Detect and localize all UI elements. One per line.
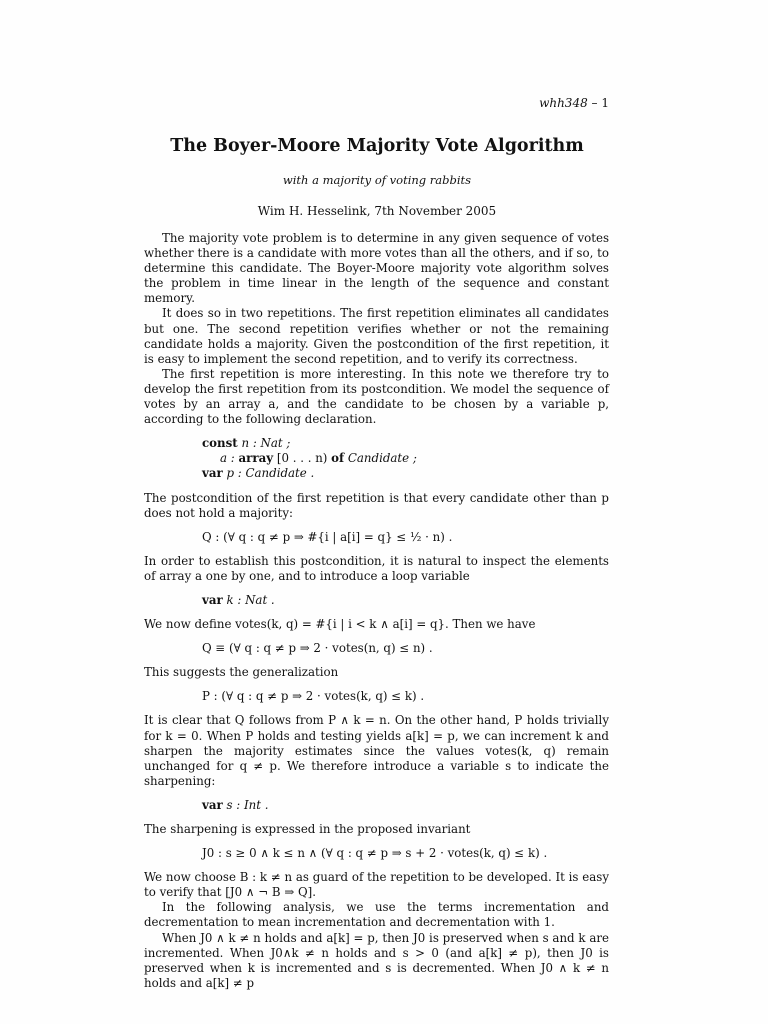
paragraph: The first repetition is more interesting. In this note we therefore try to develop the first repetition from its postcondition. We model the sequence of votes by an array a, and the candidate to be chosen by a variable p, according to the following declaration. [144, 366, 609, 427]
paragraph: The sharpening is expressed in the proposed invariant [144, 822, 471, 836]
paragraph: It is clear that Q follows from P ∧ k = n. On the other hand, P holds trivially for k = 0. When P holds and testing yields a[k] = p, we can increment k and sharpen the majority estimates since the values votes(k, q) remain unchanged for q ≠ p. We therefore introduce a variable s to indicate the sharpening: [144, 713, 609, 788]
declaration-line: var p : Candidate . [202, 466, 315, 481]
paragraph: This suggests the generalization [144, 665, 339, 680]
paper-title: The Boyer-Moore Majority Vote Algorithm [170, 136, 584, 156]
paragraph: The majority vote problem is to determine in any given sequence of votes whether there is a candidate with more votes than all the others, and if so, to determine this candidate. The Boyer-Moore majority vote algorithm solves the problem in time linear in the length of the sequence and constant memory. [144, 231, 609, 306]
paragraph: It does so in two repetitions. The first repetition eliminates all candidates but one. The second repetition verifies whether or not the remaining candidate holds a majority. Given the postcondition of the first repetition, it is easy to implement the second repetition, and to verify its correctness. [144, 306, 609, 366]
page-number: – 1 [591, 96, 609, 110]
running-head [539, 96, 609, 110]
declaration-line: a : array [0 . . . n) of Candidate ; [220, 451, 417, 466]
declaration-line: var s : Int . [202, 797, 269, 812]
paragraph: In the following analysis, we use the terms incrementation and decrementation to mean incrementation and decrementation with 1. [144, 900, 609, 930]
paragraph: The postcondition of the first repetition is that every candidate other than p does not hold a majority: [144, 490, 609, 520]
running-head-id: whh348 [539, 96, 588, 110]
equation-q: Q : (∀ q : q ≠ p ⇒ #{i | a[i] = q} ≤ ½ · n) . [202, 529, 453, 544]
paragraph: We now choose B : k ≠ n as guard of the repetition to be developed. It is easy to verify that [J0 ∧ ¬ B ⇒ Q]. [144, 870, 609, 900]
paragraph: We now define votes(k, q) = #{i | i < k ∧ a[i] = q}. Then we have [144, 617, 536, 632]
declaration-line: var k : Nat . [202, 592, 275, 607]
author-line: Wim H. Hesselink, 7th November 2005 [257, 204, 497, 218]
equation-p: P : (∀ q : q ≠ p ⇒ 2 · votes(k, q) ≤ k) . [202, 689, 425, 704]
equation-q-equiv: Q ≡ (∀ q : q ≠ p ⇒ 2 · votes(n, q) ≤ n) . [202, 641, 433, 656]
declaration-line: const n : Nat ; [202, 436, 291, 451]
paragraph: When J0 ∧ k ≠ n holds and a[k] = p, then J0 is preserved when s and k are incremented. When J0∧k ≠ n holds and s > 0 (and a[k] ≠ p), then J0 is preserved when k is incremented and s is decremented. When J0 ∧ k ≠ n holds and a[k] ≠ p [144, 930, 609, 990]
equation-j0: J0 : s ≥ 0 ∧ k ≤ n ∧ (∀ q : q ≠ p ⇒ s + 2 · votes(k, q) ≤ k) . [202, 846, 548, 861]
paper-body [144, 231, 609, 991]
paper-subtitle: with a majority of voting rabbits [282, 173, 472, 187]
paragraph: In order to establish this postcondition, it is natural to inspect the elements of array a one by one, and to introduce a loop variable [144, 553, 609, 583]
